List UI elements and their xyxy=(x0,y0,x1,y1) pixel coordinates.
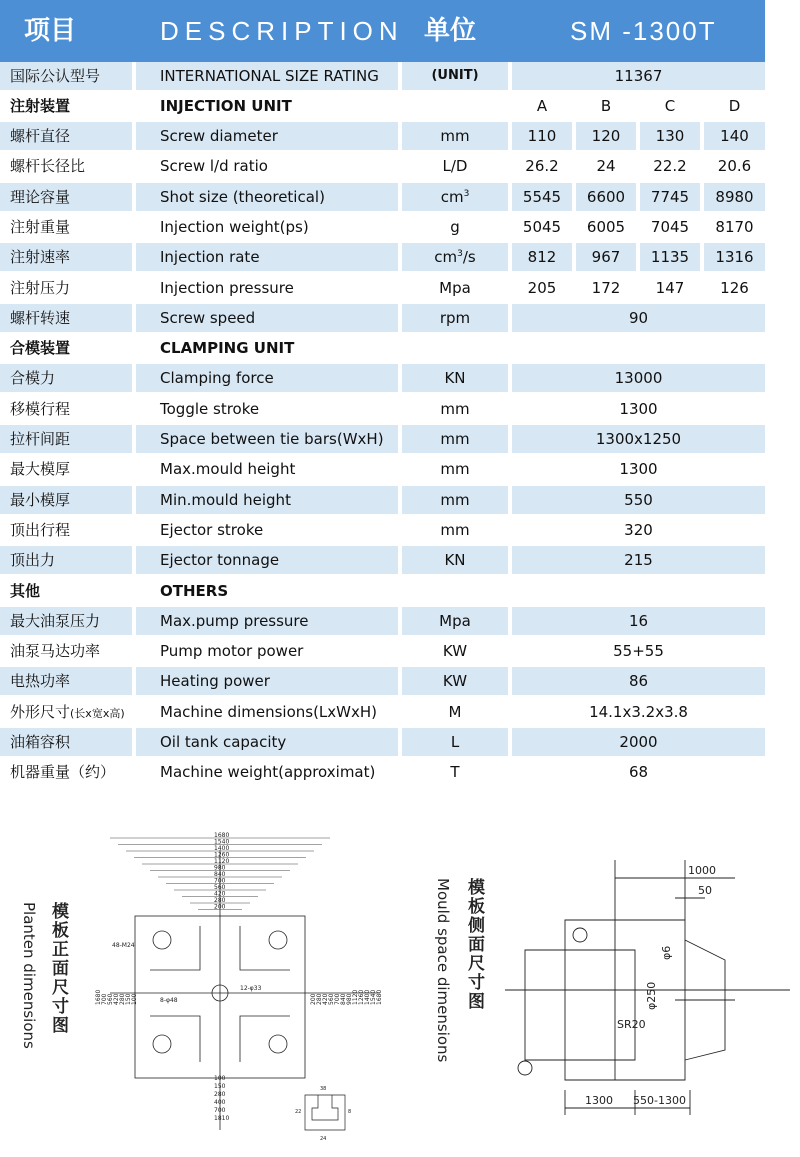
spec-cn-text: 最大油泵压力 xyxy=(10,612,101,630)
spec-en-label: Screw diameter xyxy=(136,122,398,150)
spec-row xyxy=(0,122,765,150)
spec-row xyxy=(0,698,765,726)
spec-cn-text: 螺杆长径比 xyxy=(10,157,86,175)
spec-row xyxy=(0,395,765,423)
platen-dim-label: 1680 xyxy=(214,832,230,839)
spec-en-label: Max.pump pressure xyxy=(136,607,398,635)
spec-unit-text: mm xyxy=(440,127,470,145)
spec-unit xyxy=(402,122,508,150)
platen-dim-label: 1810 xyxy=(214,1115,230,1122)
clamping-section-row xyxy=(0,334,765,362)
spec-cn-label xyxy=(0,546,132,574)
spec-cn-text: 外形尺寸 xyxy=(10,703,71,721)
platen-dim-label: 280 xyxy=(214,897,226,904)
spec-cn-label xyxy=(0,728,132,756)
spec-cn-text: 合模力 xyxy=(10,369,56,387)
spec-unit-text: mm xyxy=(440,491,470,509)
spec-value: 8170 xyxy=(715,218,754,236)
spec-cn-text: 机器重量（约） xyxy=(10,763,116,781)
spec-row xyxy=(0,152,765,180)
spec-unit xyxy=(402,758,508,786)
platen-dim-label: 700 xyxy=(214,877,226,885)
platen-dim-label: 1260 xyxy=(214,851,230,859)
spec-value: 22.2 xyxy=(653,157,687,175)
spec-en-label: Clamping force xyxy=(136,364,398,392)
spec-cn-text: 注射重量 xyxy=(10,218,71,236)
spec-unit xyxy=(402,728,508,756)
spec-value: 20.6 xyxy=(717,157,752,175)
spec-cn-text: 顶出行程 xyxy=(10,521,71,539)
spec-cn-text: 螺杆转速 xyxy=(10,309,71,327)
platen-dim-label: 980 xyxy=(214,864,226,872)
spec-value: 8980 xyxy=(704,183,765,211)
others-section-row xyxy=(0,577,765,605)
spec-row xyxy=(0,425,765,453)
platen-dim-label: 100 xyxy=(214,1075,226,1082)
platen-dim-label: 420 xyxy=(322,993,329,1005)
header-description-label: DESCRIPTION xyxy=(160,16,404,46)
platen-dim-label: 840 xyxy=(340,993,347,1005)
spec-en-label: Injection weight(ps) xyxy=(160,218,309,236)
spec-value: 140 xyxy=(704,122,765,150)
spec-value: 320 xyxy=(624,521,653,539)
tie-bar-hole xyxy=(153,931,171,949)
rating-en: INTERNATIONAL SIZE RATING xyxy=(136,62,398,90)
spec-unit xyxy=(402,213,508,241)
header-item-label: 项目 xyxy=(24,16,77,46)
spec-cn-label xyxy=(0,152,132,180)
platen-dim-label: 700 xyxy=(214,1107,226,1114)
platen-dim-label: 980 xyxy=(346,993,353,1005)
platen-note-33: 12-φ33 xyxy=(240,985,262,992)
injection-section-row xyxy=(0,92,765,120)
clamping-section-en: CLAMPING UNIT xyxy=(160,339,295,357)
spec-unit-sup: 3 xyxy=(457,249,463,259)
spec-cn-label xyxy=(0,364,132,392)
platen-dim-label: 560 xyxy=(214,884,226,891)
spec-row xyxy=(0,637,765,665)
spec-value: 26.2 xyxy=(525,157,559,175)
spec-cn-small: (长x宽x高) xyxy=(70,707,125,720)
platen-dim-label: 1260 xyxy=(358,989,365,1005)
injection-section-en: INJECTION UNIT xyxy=(160,97,292,115)
spec-value: 205 xyxy=(527,279,557,297)
platen-dim-label: 100 xyxy=(131,993,138,1005)
diagram-area xyxy=(0,820,800,1157)
spec-en-label: Ejector stroke xyxy=(160,521,264,539)
platen-drawing xyxy=(90,830,390,1150)
spec-cn-text: 移模行程 xyxy=(10,400,71,418)
platen-dim-label: 280 xyxy=(119,993,126,1005)
platen-dim-label: 1680 xyxy=(95,989,102,1005)
platen-dim-label: 700 xyxy=(101,993,108,1005)
mould-space-drawing xyxy=(505,860,790,1140)
spec-value: 1316 xyxy=(704,243,765,271)
platen-dim-label: 1540 xyxy=(214,838,230,846)
table-header xyxy=(0,0,765,62)
spec-unit xyxy=(402,274,508,302)
spec-value: 7045 xyxy=(650,218,690,236)
spec-en-label: Heating power xyxy=(136,667,398,695)
platen-diagram-cn-label: 模板正面尺寸图 xyxy=(48,902,68,1035)
spec-value: 68 xyxy=(628,763,649,781)
others-section-en: OTHERS xyxy=(160,582,229,600)
spec-en-label: Ejector tonnage xyxy=(136,546,398,574)
spec-row xyxy=(0,516,765,544)
spec-row xyxy=(0,183,765,211)
spec-unit-text: g xyxy=(450,218,460,236)
slot-dim-8: 8 xyxy=(348,1109,352,1115)
spec-unit-tail: /s xyxy=(462,248,476,266)
others-section-cn: 其他 xyxy=(10,582,41,600)
spec-cn-text: 顶出力 xyxy=(10,551,56,569)
spec-value: 967 xyxy=(576,243,636,271)
mould-diagram-cn-label: 模板侧面尺寸图 xyxy=(464,878,484,1011)
spec-unit-text: cm xyxy=(434,248,458,266)
spec-cn-label xyxy=(0,425,132,453)
platen-dim-label: 560 xyxy=(328,993,335,1005)
spec-unit-text: cm xyxy=(440,188,464,206)
spec-value: 2000 xyxy=(512,728,765,756)
clamping-section-cn: 合模装置 xyxy=(10,339,71,357)
column-d-label: D xyxy=(728,97,741,115)
spec-cn-text: 最大模厚 xyxy=(10,460,71,478)
spec-value: 172 xyxy=(591,279,621,297)
spec-value: 14.1x3.2x3.8 xyxy=(589,703,688,721)
platen-dim-label: 700 xyxy=(334,993,341,1005)
spec-unit xyxy=(402,637,508,665)
spec-en-label: Machine weight(approximat) xyxy=(160,763,376,781)
spec-unit xyxy=(402,304,508,332)
mould-diagram-en-label: Mould space dimensions xyxy=(434,878,452,1063)
spec-unit-text: T xyxy=(450,763,460,781)
spec-value: 24 xyxy=(596,157,616,175)
spec-row xyxy=(0,304,765,332)
spec-cn-text: 油泵马达功率 xyxy=(10,642,101,660)
spec-unit-text: KW xyxy=(442,672,468,690)
column-b-label: B xyxy=(600,97,612,115)
spec-cn-label xyxy=(0,243,132,271)
mould-dim-phi250: φ250 xyxy=(645,981,658,1010)
spec-row xyxy=(0,274,765,302)
tie-bar-hole xyxy=(269,1035,287,1053)
spec-row xyxy=(0,486,765,514)
spec-row xyxy=(0,758,765,786)
spec-cn-label xyxy=(0,607,132,635)
spec-cn-text: 注射速率 xyxy=(10,248,71,266)
spec-row xyxy=(0,607,765,635)
mould-dim-50: 50 xyxy=(698,884,712,897)
spec-unit-sup: 3 xyxy=(463,189,470,199)
spec-unit xyxy=(402,425,508,453)
spec-en-label: Min.mould height xyxy=(136,486,398,514)
spec-en-label: Screw l/d ratio xyxy=(160,157,268,175)
spec-cn-text: 注射压力 xyxy=(10,279,71,297)
spec-cn-label xyxy=(0,667,132,695)
platen-dim-label: 560 xyxy=(107,993,114,1005)
mould-dim-550-1300: 550-1300 xyxy=(633,1094,686,1107)
spec-cn-label xyxy=(0,455,132,483)
platen-dim-label: 280 xyxy=(214,1091,226,1098)
spec-en-label: Pump motor power xyxy=(160,642,304,660)
spec-cn-text: 拉杆间距 xyxy=(10,430,71,448)
spec-value: 110 xyxy=(512,122,572,150)
spec-cn-text: 理论容量 xyxy=(10,188,71,206)
tie-bar-hole xyxy=(153,1035,171,1053)
spec-row xyxy=(0,667,765,695)
platen-dim-label: 840 xyxy=(214,871,226,878)
platen-note-m24: 48-M24 xyxy=(112,942,135,949)
platen-diagram-en-label: Planten dimensions xyxy=(20,902,38,1049)
spec-unit xyxy=(402,152,508,180)
spec-unit xyxy=(402,183,508,211)
tie-bar-hole xyxy=(269,931,287,949)
spec-row xyxy=(0,243,765,271)
spec-en-label: Injection rate xyxy=(136,243,398,271)
spec-unit xyxy=(402,395,508,423)
rating-value: 11367 xyxy=(512,62,765,90)
rating-cn: 国际公认型号 xyxy=(0,62,132,90)
spec-unit xyxy=(402,243,508,271)
spec-unit-text: mm xyxy=(440,521,470,539)
t-slot-detail xyxy=(305,1095,345,1130)
spec-cn-text: 电热功率 xyxy=(10,672,71,690)
spec-en-label: Toggle stroke xyxy=(160,400,260,418)
spec-row xyxy=(0,213,765,241)
spec-value: 86 xyxy=(512,667,765,695)
spec-unit-text: M xyxy=(448,703,462,721)
spec-unit-text: KN xyxy=(444,551,466,569)
spec-unit-text: KW xyxy=(442,642,468,660)
platen-dim-label: 1400 xyxy=(364,989,371,1005)
spec-unit-text: L/D xyxy=(442,157,468,175)
spec-cn-label xyxy=(0,637,132,665)
spec-en-label: Machine dimensions(LxWxH) xyxy=(160,703,378,721)
platen-dim-label: 1680 xyxy=(376,989,383,1005)
spec-value: 130 xyxy=(640,122,700,150)
spec-value: 5545 xyxy=(512,183,572,211)
spec-unit-text: mm xyxy=(440,400,470,418)
spec-unit-text: L xyxy=(450,733,460,751)
spec-row xyxy=(0,728,765,756)
rating-unit: (UNIT) xyxy=(402,62,508,90)
spec-unit xyxy=(402,546,508,574)
spec-value: 7745 xyxy=(640,183,700,211)
spec-cn-text: 最小模厚 xyxy=(10,491,71,509)
slot-dim-24: 24 xyxy=(320,1136,327,1142)
spec-cn-label xyxy=(0,274,132,302)
platen-dim-label: 420 xyxy=(113,993,120,1005)
header-model-label: SM -1300T xyxy=(570,16,717,46)
spec-cn-label xyxy=(0,758,132,786)
injection-section-cn: 注射装置 xyxy=(10,97,71,115)
spec-unit xyxy=(402,364,508,392)
platen-dim-label: 1120 xyxy=(352,989,359,1005)
platen-note-48: 8-φ48 xyxy=(160,997,178,1004)
spec-en-label: Screw speed xyxy=(136,304,398,332)
spec-cn-label xyxy=(0,304,132,332)
spec-unit xyxy=(402,698,508,726)
spec-value: 120 xyxy=(576,122,636,150)
platen-dim-label: 280 xyxy=(316,993,323,1005)
spec-cn-label xyxy=(0,516,132,544)
spec-cn-text: 油箱容积 xyxy=(10,733,71,751)
rating-row xyxy=(0,62,765,90)
spec-cn-label xyxy=(0,698,132,726)
platen-dim-label: 200 xyxy=(310,993,317,1005)
spec-row xyxy=(0,546,765,574)
spec-row xyxy=(0,455,765,483)
spec-unit-text: mm xyxy=(440,430,470,448)
spec-value: 13000 xyxy=(512,364,765,392)
spec-unit-text: KN xyxy=(444,369,466,387)
mould-dim-phi6: φ6 xyxy=(660,945,673,960)
mould-dim-1300: 1300 xyxy=(585,1094,613,1107)
spec-unit-text: Mpa xyxy=(439,279,471,297)
column-a-label: A xyxy=(536,97,548,115)
spec-value: 1135 xyxy=(640,243,700,271)
spec-unit xyxy=(402,486,508,514)
spec-en-label: Oil tank capacity xyxy=(136,728,398,756)
spec-unit xyxy=(402,607,508,635)
spec-value: 5045 xyxy=(522,218,562,236)
slot-dim-38: 38 xyxy=(320,1086,327,1092)
platen-dim-label: 200 xyxy=(214,903,226,911)
platen-dim-label: 400 xyxy=(214,1099,226,1106)
mould-dim-sr20: SR20 xyxy=(617,1018,646,1031)
platen-dim-label: 420 xyxy=(214,890,226,898)
spec-value: 1300 xyxy=(619,460,658,478)
spec-cn-label xyxy=(0,486,132,514)
spec-value: 1300 xyxy=(619,400,658,418)
spec-cn-text: 螺杆直径 xyxy=(10,127,71,145)
spec-cn-label xyxy=(0,183,132,211)
spec-value: 6600 xyxy=(576,183,636,211)
spec-unit xyxy=(402,455,508,483)
spec-cn-label xyxy=(0,213,132,241)
spec-value: 16 xyxy=(512,607,765,635)
spec-unit-text: Mpa xyxy=(439,612,471,630)
platen-dim-label: 1120 xyxy=(214,858,230,865)
spec-unit xyxy=(402,667,508,695)
spec-value: 215 xyxy=(512,546,765,574)
platen-dim-label: 1400 xyxy=(214,845,230,852)
platen-dim-label: 150 xyxy=(214,1083,226,1090)
column-c-label: C xyxy=(664,97,676,115)
spec-value: 550 xyxy=(512,486,765,514)
spec-cn-label xyxy=(0,122,132,150)
header-unit-label: 单位 xyxy=(424,16,477,46)
spec-cn-label xyxy=(0,395,132,423)
spec-row xyxy=(0,364,765,392)
platen-dim-label: 150 xyxy=(125,993,132,1005)
spec-unit xyxy=(402,516,508,544)
slot-dim-22: 22 xyxy=(295,1109,302,1115)
spec-value: 812 xyxy=(512,243,572,271)
spec-value: 147 xyxy=(655,279,685,297)
spec-value: 1300x1250 xyxy=(512,425,765,453)
mould-dim-1000: 1000 xyxy=(688,864,716,877)
spec-en-label: Shot size (theoretical) xyxy=(136,183,398,211)
spec-en-label: Injection pressure xyxy=(160,279,294,297)
spec-value: 6005 xyxy=(586,218,626,236)
platen-dim-label: 1540 xyxy=(370,989,377,1005)
spec-en-label: Space between tie bars(WxH) xyxy=(136,425,398,453)
spec-unit-text: rpm xyxy=(439,309,471,327)
spec-en-label: Max.mould height xyxy=(160,460,296,478)
spec-unit-text: mm xyxy=(440,460,470,478)
spec-value: 55+55 xyxy=(613,642,664,660)
spec-value: 90 xyxy=(512,304,765,332)
spec-value: 126 xyxy=(720,279,749,297)
